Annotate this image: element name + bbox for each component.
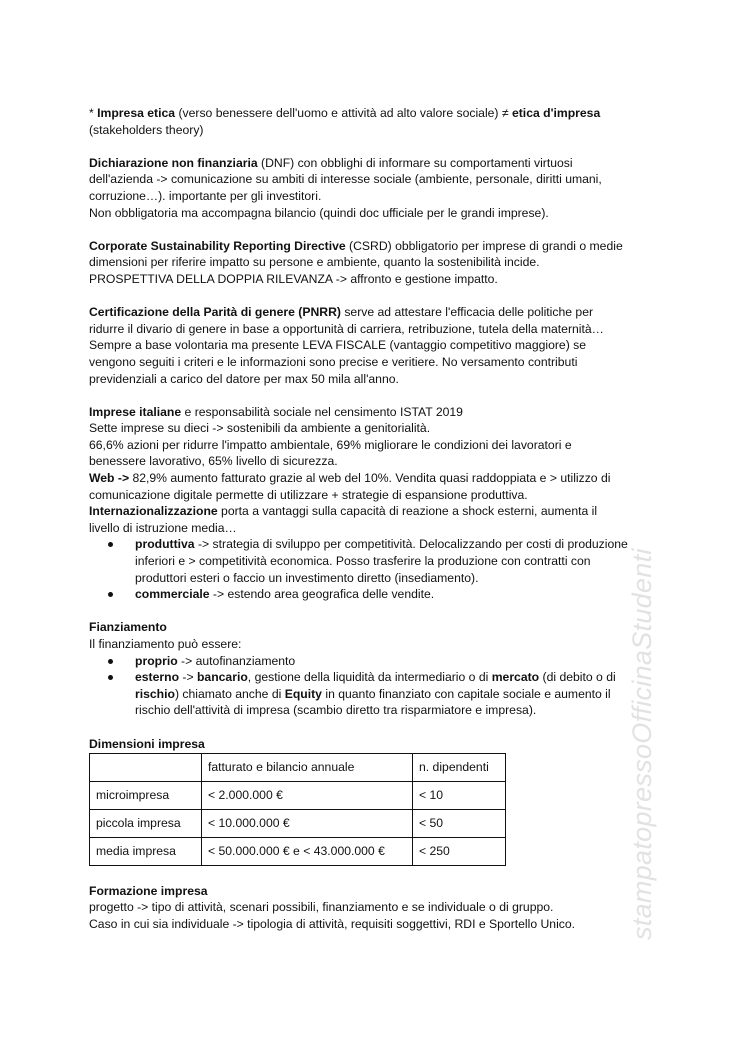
table-cell: < 2.000.000 € [202, 782, 413, 810]
formazione-heading: Formazione impresa [89, 883, 208, 898]
list-item: proprio -> autofinanziamento [135, 653, 629, 670]
table-header-cell: n. dipendenti [413, 754, 506, 782]
formazione-line-2: Caso in cui sia individuale -> tipologia di attività, requisiti soggettivi, RDI e Sportello Unico. [89, 916, 576, 931]
table-row [90, 838, 506, 866]
table-cell: piccola impresa [90, 810, 202, 838]
formazione-line-1: progetto -> tipo di attività, scenari possibili, finanziamento e se individuale o di gruppo. [89, 900, 554, 915]
finanziamento-intro: Il finanziamento può essere: [89, 637, 242, 651]
impresa-etica-term: Impresa etica [97, 106, 176, 120]
table-cell: microimpresa [90, 782, 202, 810]
internazionalizzazione-paragraph: Internazionalizzazione porta a vantaggi sulla capacità di reazione a shock esterni, aumenta il livello di istruzione media… [89, 504, 598, 535]
dnf-note: Non obbligatoria ma accompagna bilancio (quindi doc ufficiale per le grandi imprese). [89, 205, 549, 220]
table-cell: < 50 [413, 810, 506, 838]
list-item: produttiva -> strategia di sviluppo per competitività. Delocalizzando per costi di produzione inferiori e > competitività economica. Posso trasferire la produzione con contratti con produttori esteri o faccio un investimento diretto (insediamento). [135, 537, 628, 585]
dnf-term: Dichiarazione non finanziaria [89, 155, 258, 170]
table-cell: media impresa [90, 838, 202, 866]
watermark: stampatopressoOfficinaStudenti [627, 548, 657, 940]
parita-genere-paragraph: Certificazione della Parità di genere (PNRR) serve ad attestare l'efficacia delle politiche per ridurre il divario di genere in base a opportunità di carriera, retribuzione, tutela della maternità… Sempre a base volontaria ma presente LEVA FISCALE (vantaggio competitivo maggiore) se vengono seguiti i criteri e le informazioni sono precise e veritiere. No versamento contributi previdenziali a carico del datore per max 50 mila all'anno. [89, 305, 604, 386]
internazionalizzazione-term: Internazionalizzazione [89, 504, 218, 519]
dnf-paragraph: Dichiarazione non finanziaria (DNF) con obblighi di informare su comportamenti virtuosi dell'azienda -> comunicazione su ambiti di interesse sociale (ambiente, personale, diritti umani, corruzione…). importante per gli investitori. [89, 155, 602, 203]
istat-heading-line: Imprese italiane e responsabilità sociale nel censimento ISTAT 2019 [89, 404, 463, 419]
finanziamento-heading: Fianziamento [89, 620, 167, 635]
table-row [90, 782, 506, 810]
dimensioni-table [89, 753, 506, 866]
table-cell: < 10 [413, 782, 506, 810]
document-page [89, 105, 629, 933]
table-header-row [90, 754, 506, 782]
etica-impresa-term: etica d'impresa [511, 106, 601, 120]
table-cell: < 50.000.000 € e < 43.000.000 € [202, 838, 413, 866]
istat-line-3: 66,6% azioni per ridurre l'impatto ambientale, 69% migliorare le condizioni dei lavoratori e benessere lavorativo, 65% livello di sicurezza. [89, 437, 572, 469]
list-item: commerciale -> estendo area geografica delle vendite. [135, 586, 629, 603]
imprese-italiane-term: Imprese italiane [89, 404, 182, 419]
table-cell: < 10.000.000 € [202, 810, 413, 838]
table-header-cell: fatturato e bilancio annuale [202, 754, 413, 782]
dimensioni-heading: Dimensioni impresa [89, 736, 205, 751]
table-header-cell [90, 754, 202, 782]
web-term: Web -> [89, 471, 130, 486]
table-row [90, 810, 506, 838]
impresa-etica-paragraph: * Impresa etica (verso benessere dell'uomo e attività ad alto valore sociale) ≠ etica d'impresa [89, 106, 601, 120]
csrd-term: Corporate Sustainability Reporting Directive [89, 238, 346, 253]
web-paragraph: Web -> 82,9% aumento fatturato grazie al web del 10%. Vendita quasi raddoppiata e > utilizzo di comunicazione digitale permette di utilizzare + strategie di espansione produttiva. [89, 471, 611, 502]
istat-line-2: Sette imprese su dieci -> sostenibili da ambiente a genitorialità. [89, 421, 431, 436]
stakeholders-line: (stakeholders theory) [89, 122, 204, 137]
parita-genere-term: Certificazione della Parità di genere (PNRR) [89, 305, 341, 320]
internazionalizzazione-list [89, 536, 629, 602]
list-item: esterno -> bancario, gestione della liquidità da intermediario o di mercato (di debito o di rischio) chiamato anche di Equity in quanto finanziato con capitale sociale e aumento il rischio dell'attività di impresa (scambio diretto tra risparmiatore e impresa). [135, 669, 629, 719]
finanziamento-list [89, 653, 629, 719]
csrd-paragraph: Corporate Sustainability Reporting Directive (CSRD) obbligatorio per imprese di grandi o medie dimensioni per riferire impatto su persone e ambiente, quanto la sostenibilità incide. [89, 238, 623, 270]
csrd-note: PROSPETTIVA DELLA DOPPIA RILEVANZA -> affronto e gestione impatto. [89, 271, 498, 286]
table-cell: < 250 [413, 838, 506, 866]
